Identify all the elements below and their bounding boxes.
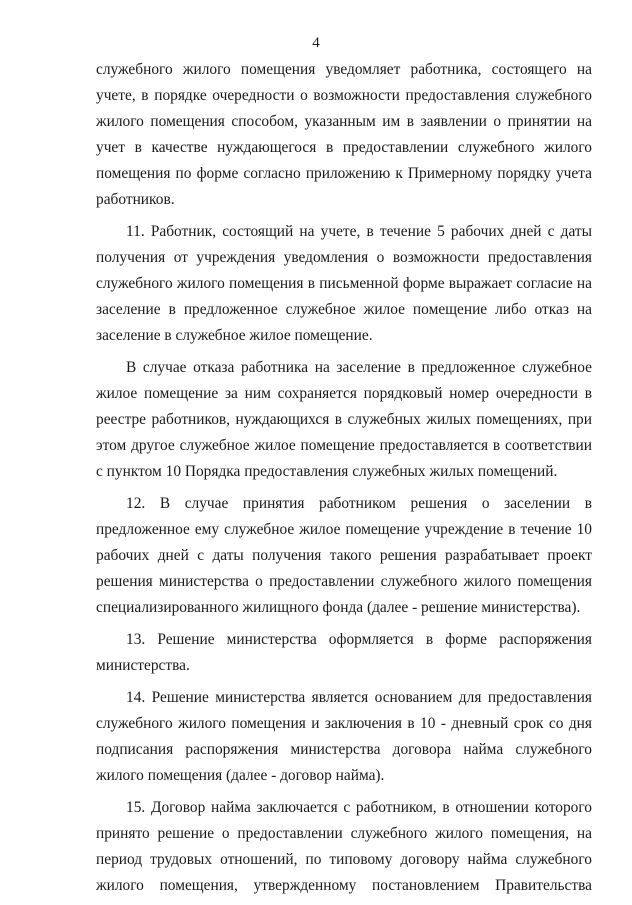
paragraph-item-13: 13. Решение министерства оформляется в форме распоряжения министерства. [96,631,592,674]
paragraph-item-14: 14. Решение министерства является основанием для предоставления служебного жилого помещения и заключения в 10 - дневный срок со дня подписания распоряжения министерства договора найма служебного жилого помещения (далее - договор найма). [96,689,592,784]
body-text [96,57,592,905]
paragraph-item-12: 12. В случае принятия работником решения о заселении в предложенное ему служебное жилое помещение учреждение в течение 10 рабочих дней с даты получения такого решения разрабатывает проект решения министерства о предоставлении служебного жилого помещения специализированного жилищного фонда (далее - решение министерства). [96,495,592,616]
page-number: 4 [312,35,320,51]
paragraph-item-11: 11. Работник, состоящий на учете, в течение 5 рабочих дней с даты получения от учреждения уведомления о возможности предоставления служебного жилого помещения в письменной форме выражает согласие на заселение в предложенное служебное жилое помещение либо отказ на заселение в служебное жилое помещение. [96,223,592,344]
paragraph-continuation: служебного жилого помещения уведомляет работника, состоящего на учете, в порядке очередности о возможности предоставления служебного жилого помещения способом, указанным им в заявлении о принятии на учет в качестве нуждающегося в предоставлении служебного жилого помещения по форме согласно приложению к Примерному порядку учета работников. [96,61,592,208]
paragraph-refusal: В случае отказа работника на заселение в предложенное служебное жилое помещение за ним сохраняется порядковый номер очередности в реестре работников, нуждающихся в служебных жилых помещениях, при этом другое служебное жилое помещение предоставляется в соответствии с пунктом 10 Порядка предоставления служебных жилых помещений. [96,359,592,480]
paragraph-item-15: 15. Договор найма заключается с работником, в отношении которого принято решение о предоставлении служебного жилого помещения, на период трудовых отношений, по типовому договору найма служебного жилого помещения, утвержденному постановлением Правительства [96,799,592,894]
